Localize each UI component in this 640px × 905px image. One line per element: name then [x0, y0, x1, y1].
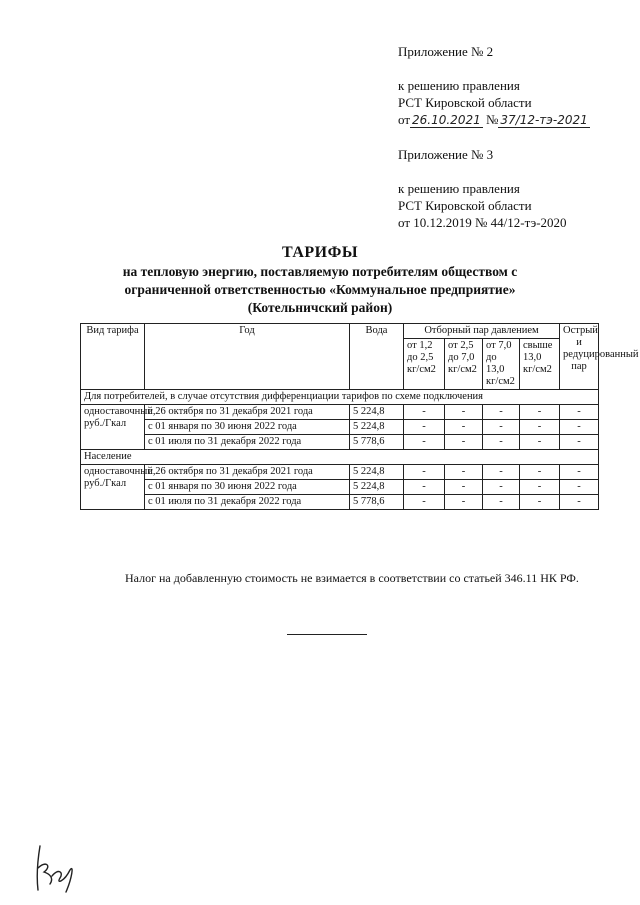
steam-1-cell: - [404, 420, 445, 435]
steam-3-cell: - [483, 420, 520, 435]
header-steam-1: от 1,2 до 2,5 кг/см2 [404, 339, 445, 390]
steam-4-cell: - [520, 405, 560, 420]
tariff-type-cell: одноставочный, руб./Гкал [81, 465, 145, 510]
vat-note: Налог на добавленную стоимость не взимается в соответствии со статьей 346.11 НК РФ. [125, 571, 579, 585]
steam-2-cell: - [445, 435, 483, 450]
annex2-handwritten-number: 37/12-тэ-2021 [500, 113, 588, 127]
steam-2-cell: - [445, 420, 483, 435]
annex3-line3: от 10.12.2019 № 44/12-тэ-2020 [398, 215, 567, 230]
annex2-handwritten-date: 26.10.2021 [412, 113, 481, 127]
water-cell: 5 224,8 [350, 465, 404, 480]
annex2-date-prefix: от [398, 112, 411, 127]
table-row [81, 420, 599, 435]
header-year: Год [145, 324, 350, 390]
steam-2-cell: - [445, 405, 483, 420]
annex3-line2: РСТ Кировской области [398, 198, 532, 213]
annex3-block [398, 146, 567, 231]
period-cell: с 01 января по 30 июня 2022 года [145, 420, 350, 435]
hot-steam-cell: - [560, 435, 599, 450]
period-cell: с 01 января по 30 июня 2022 года [145, 480, 350, 495]
closing-divider [287, 634, 367, 635]
tariff-type-cell: одноставочный, руб./Гкал [81, 405, 145, 450]
group-title-row [81, 390, 599, 405]
title-line3: (Котельничский район) [247, 300, 393, 315]
table-row [81, 465, 599, 480]
steam-2-cell: - [445, 480, 483, 495]
steam-3-cell: - [483, 405, 520, 420]
table-row [81, 435, 599, 450]
steam-4-cell: - [520, 420, 560, 435]
group-title-row [81, 450, 599, 465]
title-main: ТАРИФЫ [281, 244, 359, 261]
water-cell: 5 778,6 [350, 435, 404, 450]
steam-4-cell: - [520, 480, 560, 495]
water-cell: 5 778,6 [350, 495, 404, 510]
period-cell: с 01 июля по 31 декабря 2022 года [145, 495, 350, 510]
hot-steam-cell: - [560, 465, 599, 480]
annex2-line2: РСТ Кировской области [398, 95, 532, 110]
tariff-table [80, 323, 639, 510]
header-steam-3: от 7,0 до 13,0 кг/см2 [483, 339, 520, 390]
steam-1-cell: - [404, 465, 445, 480]
steam-3-cell: - [483, 495, 520, 510]
header-water: Вода [350, 324, 404, 390]
steam-1-cell: - [404, 405, 445, 420]
table-row [81, 405, 599, 420]
header-steam: Отборный пар давлением [404, 324, 560, 339]
annex2-title: Приложение № 2 [398, 44, 494, 59]
annex2-block [398, 43, 590, 128]
steam-3-cell: - [483, 435, 520, 450]
table-row [81, 495, 599, 510]
steam-2-cell: - [445, 465, 483, 480]
annex3-line1: к решению правления [398, 181, 520, 196]
title-line1: на тепловую энергию, поставляемую потребителям обществом с [122, 264, 518, 279]
water-cell: 5 224,8 [350, 405, 404, 420]
handwritten-signature [30, 838, 80, 898]
water-cell: 5 224,8 [350, 480, 404, 495]
document-title [100, 243, 540, 317]
header-type: Вид тарифа [81, 324, 145, 390]
water-cell: 5 224,8 [350, 420, 404, 435]
period-cell: с 01 июля по 31 декабря 2022 года [145, 435, 350, 450]
hot-steam-cell: - [560, 405, 599, 420]
annex2-date-line [398, 111, 590, 128]
steam-1-cell: - [404, 495, 445, 510]
header-hot-steam: Острый и редуцированный пар [560, 324, 599, 390]
steam-4-cell: - [520, 495, 560, 510]
period-cell: с 26 октября по 31 декабря 2021 года [145, 465, 350, 480]
hot-steam-cell: - [560, 480, 599, 495]
group-title: Для потребителей, в случае отсутствия дифференциации тарифов по схеме подключения [81, 390, 599, 405]
steam-4-cell: - [520, 435, 560, 450]
steam-3-cell: - [483, 480, 520, 495]
annex3-title: Приложение № 3 [398, 147, 494, 162]
group-title: Население [81, 450, 599, 465]
annex2-line1: к решению правления [398, 78, 520, 93]
header-steam-2: от 2,5 до 7,0 кг/см2 [445, 339, 483, 390]
steam-3-cell: - [483, 465, 520, 480]
hot-steam-cell: - [560, 420, 599, 435]
steam-1-cell: - [404, 435, 445, 450]
steam-1-cell: - [404, 480, 445, 495]
steam-4-cell: - [520, 465, 560, 480]
table-row [81, 480, 599, 495]
period-cell: с 26 октября по 31 декабря 2021 года [145, 405, 350, 420]
header-steam-4: свыше 13,0 кг/см2 [520, 339, 560, 390]
annex2-number-prefix: № [485, 112, 499, 127]
hot-steam-cell: - [560, 495, 599, 510]
steam-2-cell: - [445, 495, 483, 510]
header-row-1 [81, 324, 599, 339]
title-line2: ограниченной ответственностью «Коммунальное предприятие» [124, 282, 516, 297]
